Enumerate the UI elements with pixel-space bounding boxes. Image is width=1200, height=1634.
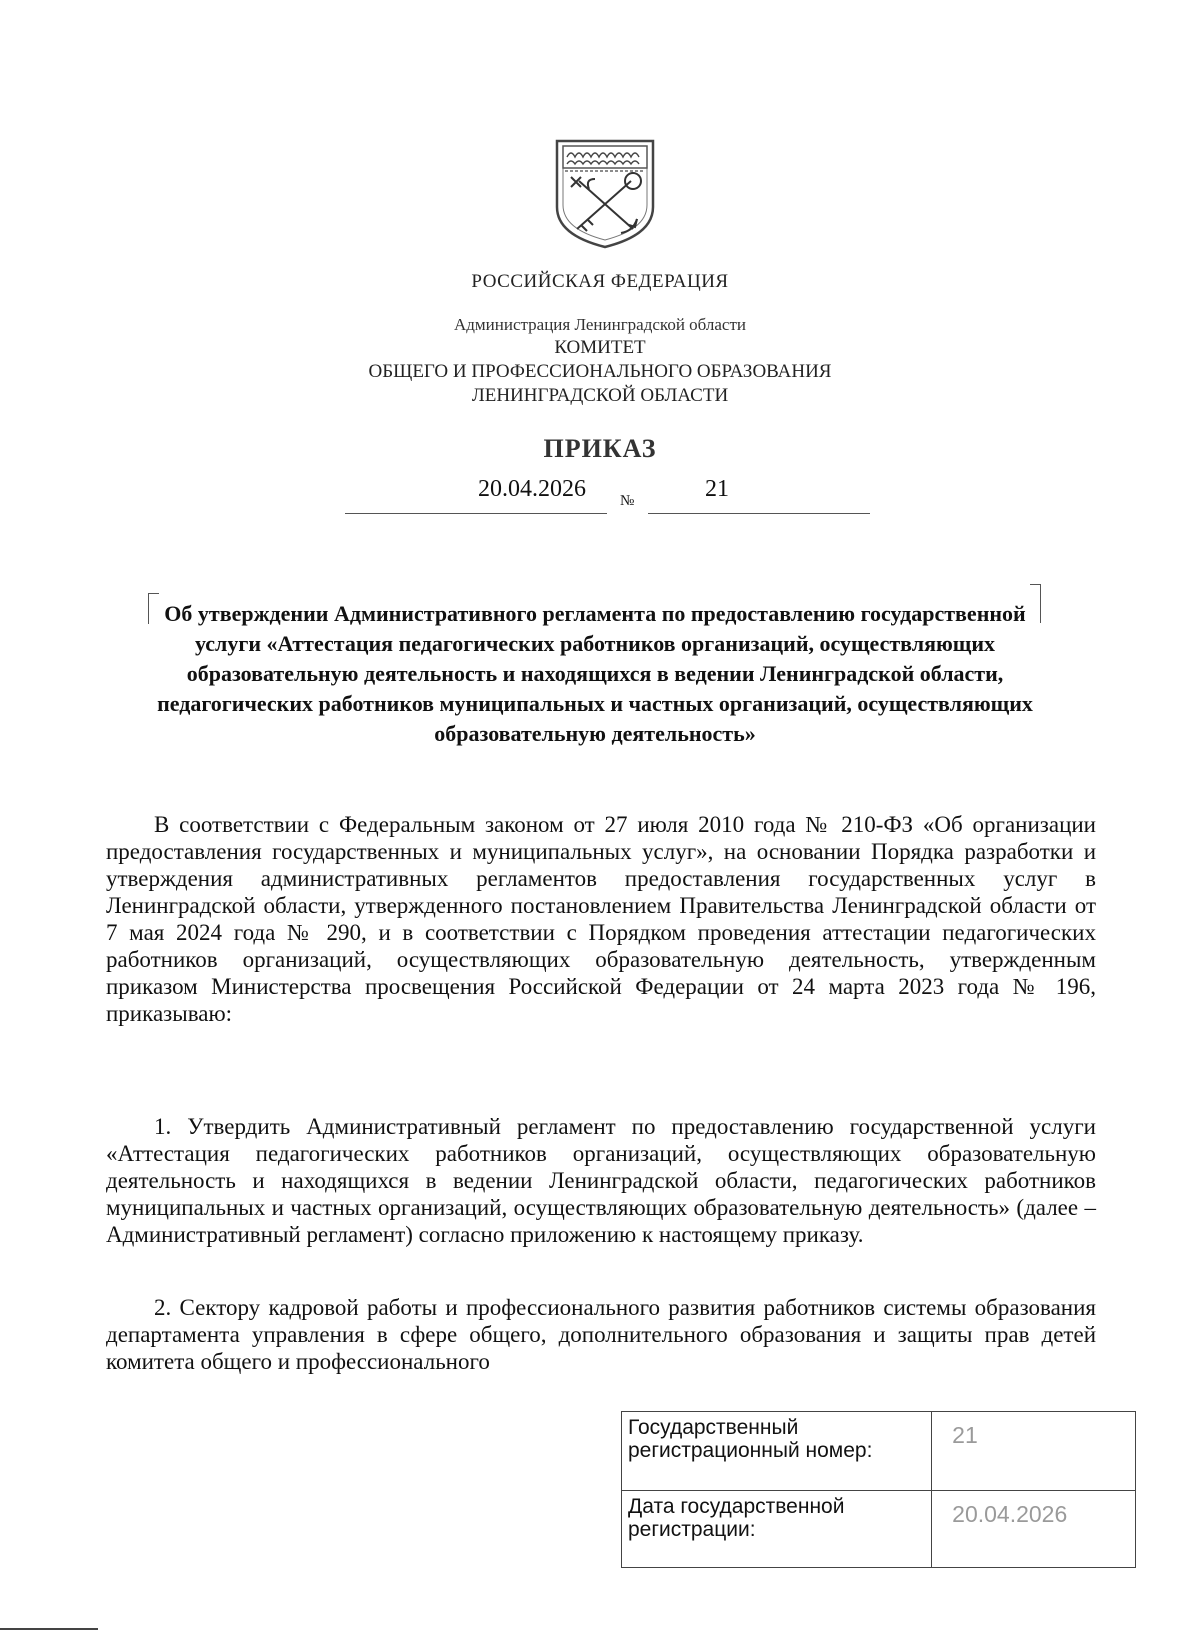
document-title: ПРИКАЗ bbox=[543, 434, 657, 463]
department-name-line1: ОБЩЕГО И ПРОФЕССИОНАЛЬНОГО ОБРАЗОВАНИЯ bbox=[368, 361, 832, 382]
registration-table bbox=[621, 1411, 1136, 1568]
administration-name: Администрация Ленинградской области bbox=[453, 315, 746, 334]
clause-2: 2. Сектору кадровой работы и профессионального развития работников системы образования департамента управления в сфере общего, дополнительного образования и защиты прав детей комитета общего и профессионального bbox=[106, 1295, 1096, 1374]
footer-rule bbox=[0, 1628, 98, 1630]
order-number-sign: № bbox=[620, 493, 635, 509]
clause-1: 1. Утвердить Административный регламент по предоставлению государственной услуги «Аттестация педагогических работников организаций, осуществляющих образовательную деятельность и находящихся в ведении Ленинградской области, педагогических работников муниципальных и частных организаций, осуществляющих образовательную деятельность» (далее – Административный регламент) согласно приложению к настоящему приказу. bbox=[106, 1114, 1096, 1247]
order-subject: Об утверждении Административного регламента по предоставлению государственной услуги «Аттестация педагогических работников организаций, осуществляющих образовательную деятельность и находящихся в ведении Ленинградской области, педагогических работников муниципальных и частных организаций, осуществляющих образовательную деятельность» bbox=[157, 601, 1033, 746]
registration-number-label: Государственный регистрационный номер: bbox=[622, 1412, 932, 1491]
registration-date-value: 20.04.2026 bbox=[932, 1491, 1136, 1568]
country-name: РОССИЙСКАЯ ФЕДЕРАЦИЯ bbox=[471, 271, 729, 292]
table-row bbox=[622, 1412, 1136, 1491]
department-name-line2: ЛЕНИНГРАДСКОЙ ОБЛАСТИ bbox=[471, 385, 729, 406]
registration-date-label: Дата государственной регистрации: bbox=[622, 1491, 932, 1568]
committee-label: КОМИТЕТ bbox=[554, 337, 646, 358]
order-number: 21 bbox=[705, 476, 729, 502]
table-row bbox=[622, 1491, 1136, 1568]
date-underline bbox=[345, 513, 607, 514]
coat-of-arms-icon bbox=[551, 137, 659, 249]
order-date: 20.04.2026 bbox=[478, 476, 586, 502]
registration-number-value: 21 bbox=[932, 1412, 1136, 1491]
number-underline bbox=[648, 513, 870, 514]
preamble-paragraph: В соответствии с Федеральным законом от 27 июля 2010 года № 210-ФЗ «Об организации предоставления государственных и муниципальных услуг», на основании Порядка разработки и утверждения административных регламентов предоставления государственных услуг в Ленинградской области, утвержденного постановлением Правительства Ленинградской области от 7 мая 2024 года № 290, и в соответствии с Порядком проведения аттестации педагогических работников организаций, осуществляющих образовательную деятельность, утвержденным приказом Министерства просвещения Российской Федерации от 24 марта 2023 года № 196, приказываю: bbox=[106, 812, 1096, 1026]
